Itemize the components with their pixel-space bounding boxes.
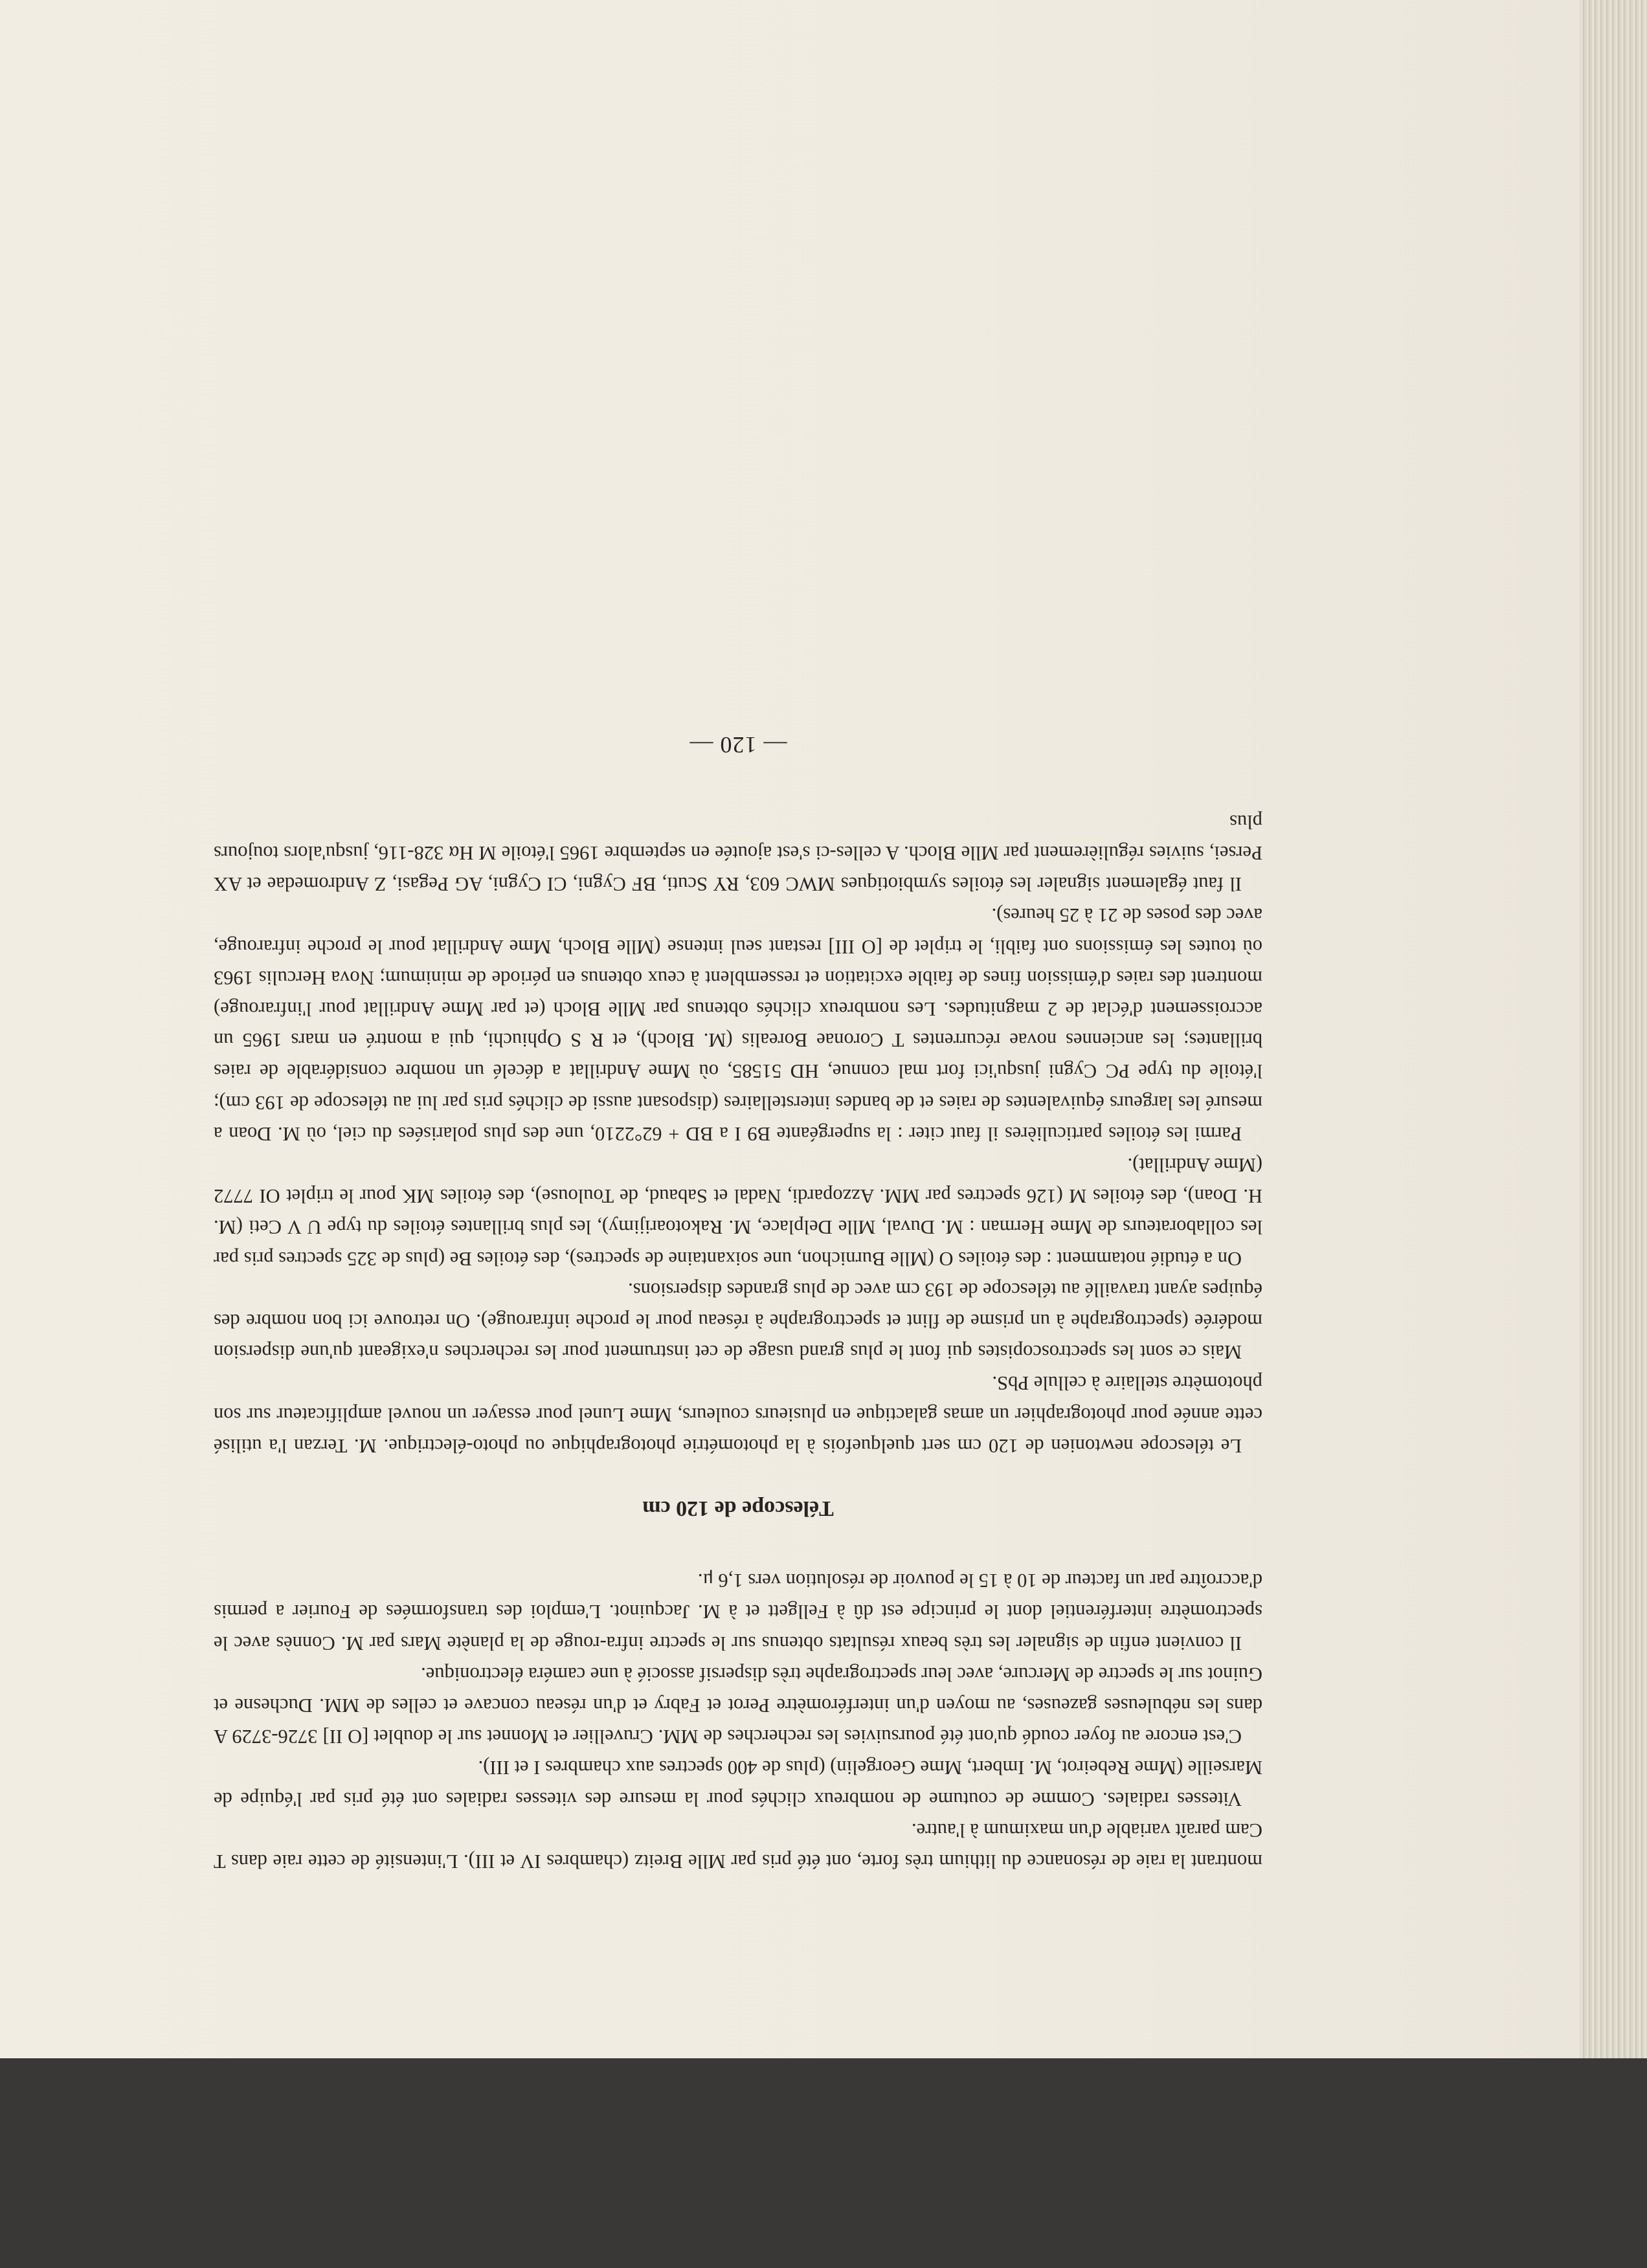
section-title: Télescope de 120 cm [642, 1496, 834, 1520]
paragraph-mars-infrared: Il convient enfin de signaler les très beaux résultats obtenus sur le spectre infra-rouge de la planète Mars par M. Connès avec le spectromètre interférentiel dont le principe est dû à Fellgett et à M. Jacquinot. L'emploi des transformées de Fourier a permis d'accroître par un facteur de 10 à 15 le pouvoir de résolution vers 1,6 μ. [214, 1570, 1262, 1654]
paragraph-coude-focus: C'est encore au foyer coudé qu'ont été poursuivies les recherches de MM. Cruvellier et Monnet sur le doublet [O II] 3726-3729 A dans les nébuleuses gazeuses, au moyen d'un interféromètre Perot et Fabry et d'un réseau concave et celles de MM. Duchesne et Guinot sur le spectre de Mercure, avec leur spectrographe très dispersif associé à une caméra électronique. [214, 1663, 1262, 1748]
paragraph-radial-velocities: Vitesses radiales. Comme de coutume de nombreux clichés pour la mesure des vitesses radiales ont été pris par l'équipe de Marseille (Mme Rebeirot, M. Imbert, Mme Georgelin) (plus de 400 spectres aux chambres I et III). [214, 1757, 1262, 1810]
scanner-background [0, 2058, 1647, 2268]
inverted-text-block [214, 194, 1262, 1877]
paragraph-peculiar-stars: Parmi les étoiles particulières il faut citer : la supergéante B9 I a BD + 62°2210, une des plus polarisées du ciel, où M. Doan a mesuré les largeurs équivalentes de raies et de bandes interstellaires (disposant aussi de clichés pris par lui au télescope de 193 cm); l'étoile du type PC Cygni jusqu'ici fort mal connue, HD 51585, où Mme Andrillat a décelé un nombre considérable de raies brillantes; les anciennes novae récurrentes T Coronae Borealis (M. Bloch), et R S Ophiuchi, qui a montré en mars 1965 un accroissement d'éclat de 2 magnitudes. Les nombreux clichés obtenus par Mlle Bloch (et par Mme Andrillat pour l'infrarouge) montrent des raies d'émission fines de faible excitation et ressemblent à ceux obtenus en période de minimum; Nova Herculis 1963 où toutes les émissions ont faibli, le triplet de [O III] restant seul intense (Mlle Bloch, Mme Andrillat pour le proche infrarouge, avec des poses de 21 à 25 heures). [214, 904, 1262, 1145]
paragraph-newtonian-telescope: Le télescope newtonien de 120 cm sert quelquefois à la photométrie photographique ou photo-électrique. M. Terzan l'a utilisé cette année pour photographier un amas galactique en plusieurs couleurs, Mme Lunel pour essayer un nouvel amplificateur sur son photomètre stellaire à cellule PbS. [214, 1372, 1262, 1457]
page-edge-stack [1580, 0, 1647, 2071]
paragraph-spectroscopists: Mais ce sont les spectroscopistes qui font le plus grand usage de cet instrument pour les recherches n'exigeant qu'une dispersion modérée (spectrographe à un prisme de flint et spectrographe à réseau pour le proche infrarouge). On retrouve ici bon nombre des équipes ayant travaillé au télescope de 193 cm avec de plus grandes dispersions. [214, 1278, 1262, 1364]
paragraph-symbiotic-stars: Il faut également signaler les étoiles symbiotiques MWC 603, RY Scuti, BF Cygni, CI Cygni, AG Pegasi, Z Andromedae et AX Persei, suivies régulièrement par Mlle Bloch. A celles-ci s'est ajoutée en septembre 1965 l'étoile M Hα 328-116, jusqu'alors toujours plus [214, 810, 1262, 896]
paragraph-continuation: montrant la raie de résonance du lithium très forte, ont été pris par Mlle Breitz (chambres IV et III). L'intensité de cette raie dans T Cam paraît variable d'un maximum à l'autre. [214, 1819, 1262, 1873]
paragraph-star-studies: On a étudié notamment : des étoiles O (Mlle Burnichon, une soixantaine de spectres), des étoiles Be (plus de 325 spectres pris par les collaborateurs de Mme Herman : M. Duval, Mlle Delplace, M. Rakotoarijimy), les plus brillantes étoiles du type U V Ceti (M. H. Doan), des étoiles M (126 spectres par MM. Azzopardi, Nadal et Sabaud, de Toulouse), des étoiles MK pour le triplet OI 7772 (Mme Andrillat). [214, 1153, 1262, 1270]
page-number: — 120 — [689, 732, 787, 759]
